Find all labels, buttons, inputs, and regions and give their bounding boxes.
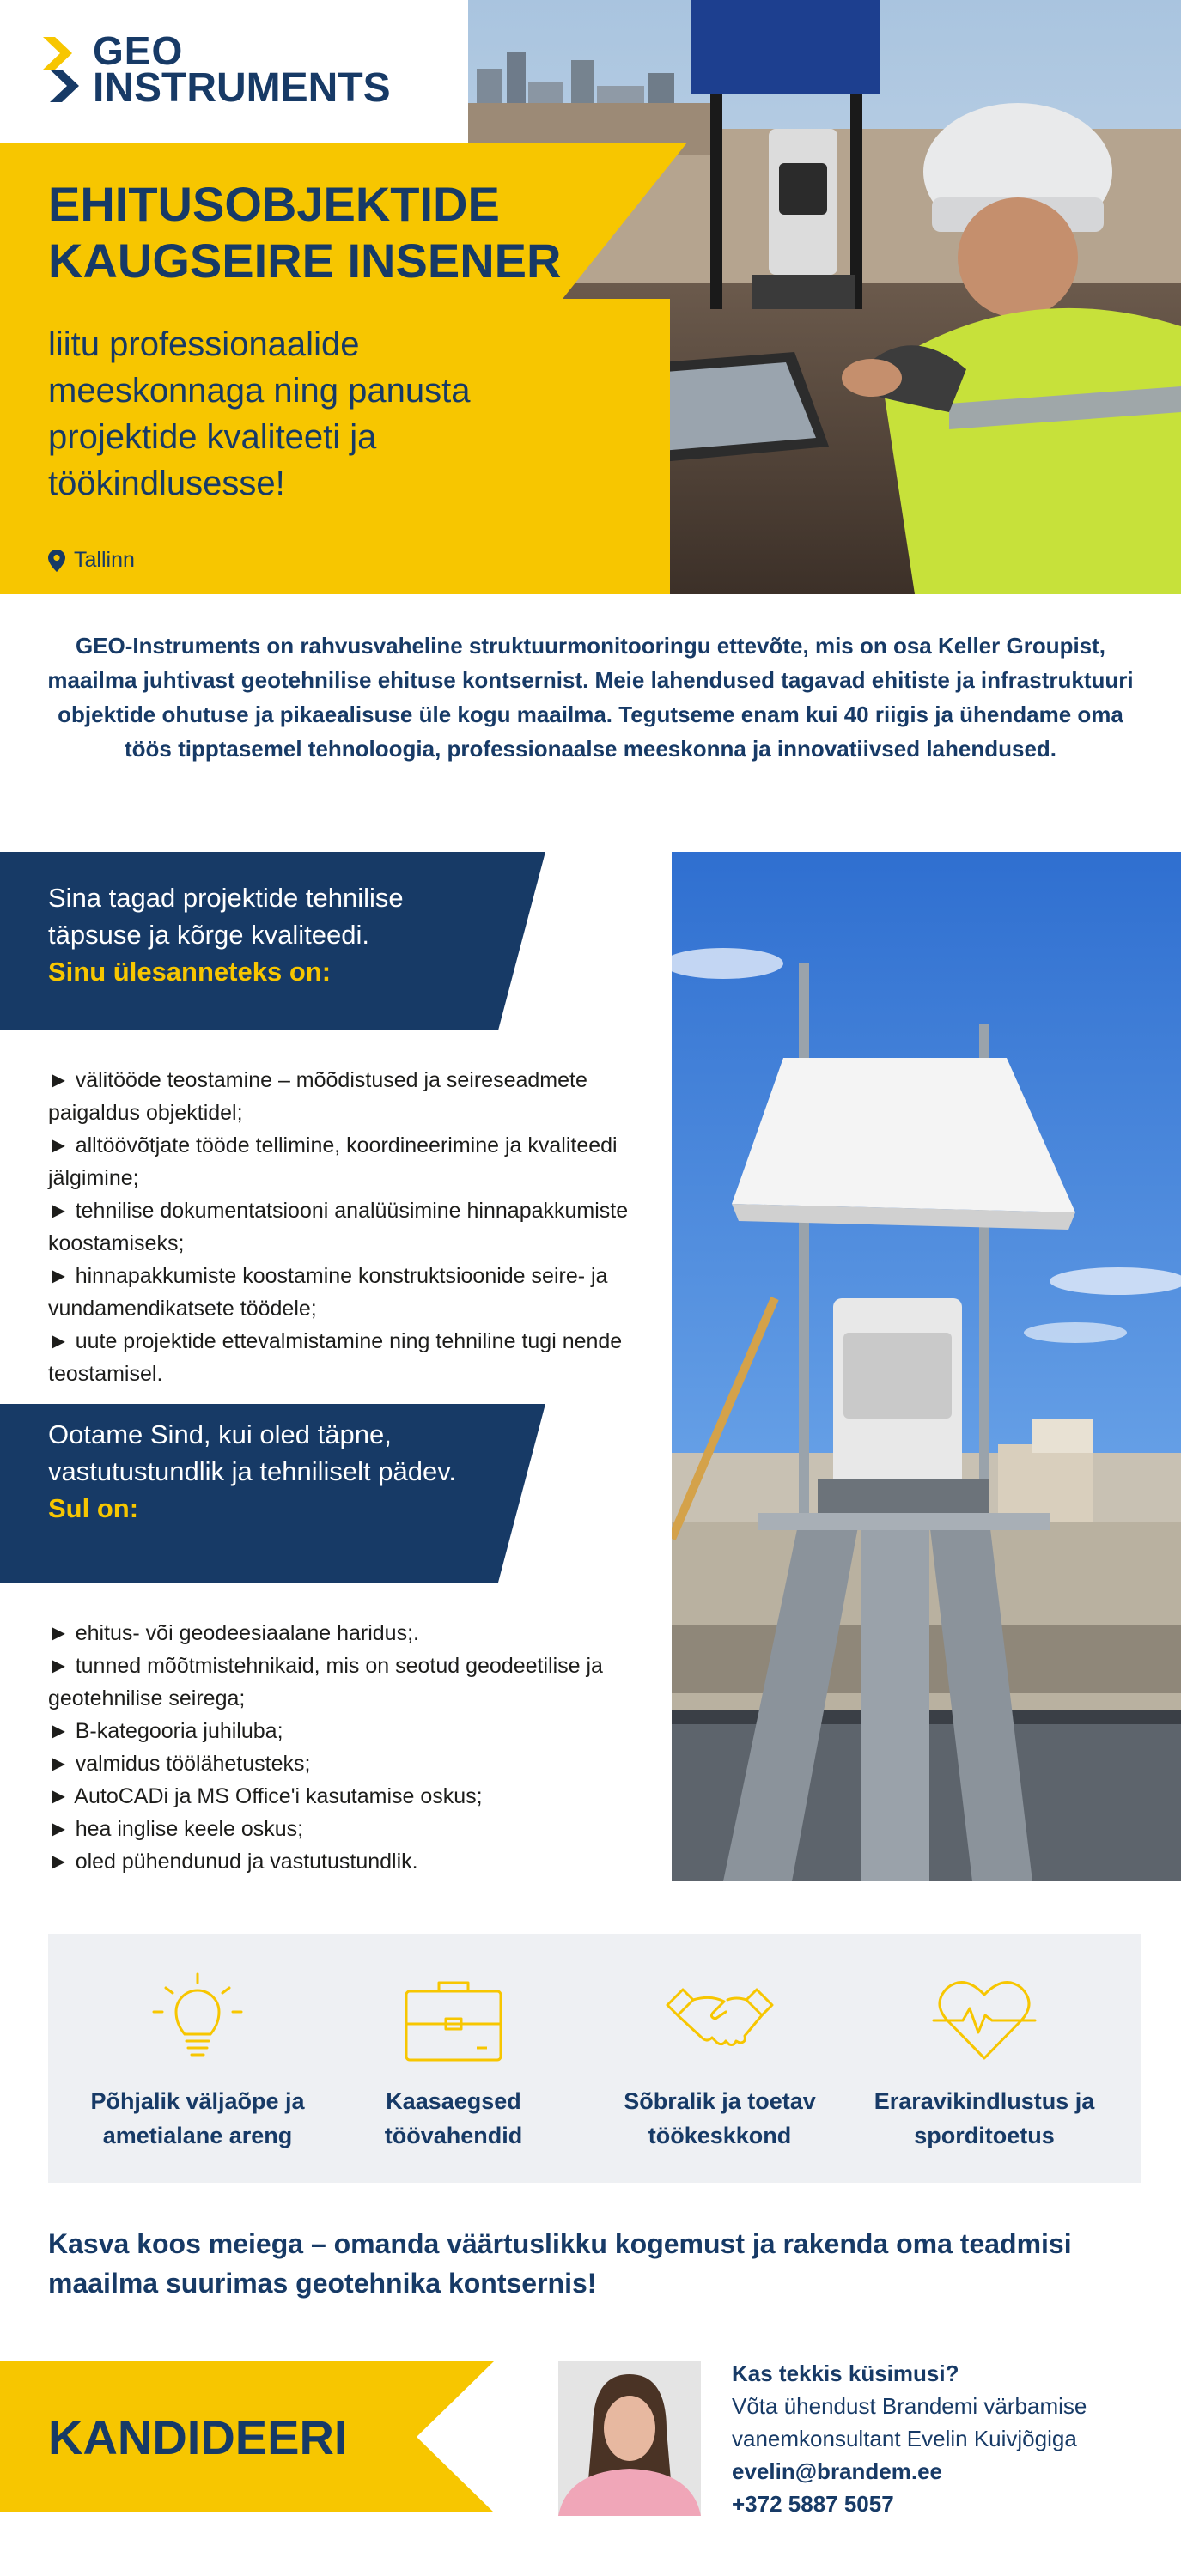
list-item: ► valmidus töölähetusteks; [48, 1752, 311, 1776]
benefit-label: Põhjalik väljaõpe ja ametialane areng [90, 2088, 305, 2148]
logo-text-line1: GEO [93, 28, 184, 73]
list-item: ► ehitus- või geodeesiaalane haridus;. [48, 1621, 419, 1645]
location-text: Tallinn [74, 548, 135, 572]
requirements-subheading: Sul on: [48, 1493, 139, 1523]
list-item: ► alltöövõtjate tööde tellimine, koordineerimine ja kvaliteedi jälgimine; [48, 1133, 618, 1190]
geo-instruments-logo [43, 22, 438, 117]
contact-phone-link[interactable]: +372 5887 5057 [732, 2491, 894, 2517]
benefit-label: Kaasaegsed töövahendid [384, 2088, 523, 2148]
tasks-heading: Sina tagad projektide tehnilise täpsuse ja kõrge kvaliteedi. [48, 883, 404, 950]
benefit-item [325, 1972, 582, 2153]
list-item: ► B-kategooria juhiluba; [48, 1719, 283, 1743]
job-title: EHITUSOBJEKTIDE KAUGSEIRE INSENER [48, 177, 562, 288]
list-item: ► uute projektide ettevalmistamine ning tehniline tugi nende teostamisel. [48, 1329, 623, 1386]
contact-line2: vanemkonsultant Evelin Kuivjõgiga [732, 2426, 1077, 2451]
list-item: ► oled pühendunud ja vastutustundlik. [48, 1850, 418, 1874]
logo-mark-icon [43, 37, 79, 102]
logo-text-line2: INSTRUMENTS [93, 65, 391, 111]
handshake-icon [664, 1972, 776, 2067]
map-pin-icon [48, 550, 65, 572]
hero-subtitle: liitu professionaalide meeskonnaga ning panusta projektide kvaliteeti ja töökindlusesse! [48, 325, 471, 502]
benefit-item [69, 1972, 326, 2153]
list-item: ► tehnilise dokumentatsiooni analüüsimine hinnapakkumiste koostamiseks; [48, 1199, 629, 1255]
list-item: ► AutoCADi ja MS Office'i kasutamise oskus; [48, 1784, 483, 1808]
monitoring-station-photo [672, 852, 1181, 1881]
heart-pulse-icon [928, 1972, 1040, 2067]
briefcase-icon [398, 1972, 509, 2067]
tasks-list [48, 1064, 658, 1390]
benefit-label: Eraravikindlustus ja sporditoetus [874, 2088, 1095, 2148]
apply-button-label[interactable]: KANDIDEERI [48, 2410, 348, 2464]
benefit-item [591, 1972, 849, 2153]
recruiter-photo [558, 2361, 701, 2516]
benefit-item [855, 1972, 1113, 2153]
list-item: ► hea inglise keele oskus; [48, 1817, 304, 1841]
list-item: ► tunned mõõtmistehnikaid, mis on seotud geodeetilise ja geotehnilise seirega; [48, 1654, 603, 1710]
contact-info [732, 2357, 1144, 2520]
contact-email-link[interactable]: evelin@brandem.ee [732, 2458, 943, 2484]
requirements-banner [0, 1404, 545, 1583]
hero-section [0, 0, 1181, 594]
contact-question: Kas tekkis küsimusi? [732, 2360, 959, 2386]
tasks-banner [0, 852, 545, 1030]
contact-line1: Võta ühendust Brandemi värbamise [732, 2393, 1087, 2419]
location [48, 548, 135, 573]
benefit-label: Sõbralik ja toetav töökeskkond [624, 2088, 816, 2148]
requirements-heading: Ootame Sind, kui oled täpne, vastutustundlik ja tehniliselt pädev. [48, 1419, 457, 1486]
requirements-list [48, 1617, 658, 1878]
list-item: ► välitööde teostamine – mõõdistused ja seireseadmete paigaldus objektidel; [48, 1068, 587, 1125]
closing-statement: Kasva koos meiega – omanda väärtuslikku kogemust ja rakenda oma teadmisi maailma suurimas geotehnika kontsernis! [48, 2228, 1072, 2299]
benefits-panel [48, 1934, 1141, 2183]
lightbulb-icon [142, 1972, 253, 2067]
apply-button[interactable] [0, 2361, 498, 2512]
company-intro: GEO-Instruments on rahvusvaheline struktuurmonitooringu ettevõte, mis on osa Keller Groupist, maailma juhtivast geotehnilise ehituse kontsernist. Meie lahendused tagavad ehitiste ja infrastruktuuri objektide ohutuse ja pikaealisuse üle kogu maailma. Tegutseme enam kui 40 riigis ja ühendame oma töös tipptasemel tehnoloogia, professionaalse meeskonna ja innovatiivsed lahendused. [47, 633, 1134, 762]
tasks-subheading: Sinu ülesanneteks on: [48, 957, 332, 987]
list-item: ► hinnapakkumiste koostamine konstruktsioonide seire- ja vundamendikatsete töödele; [48, 1264, 608, 1321]
